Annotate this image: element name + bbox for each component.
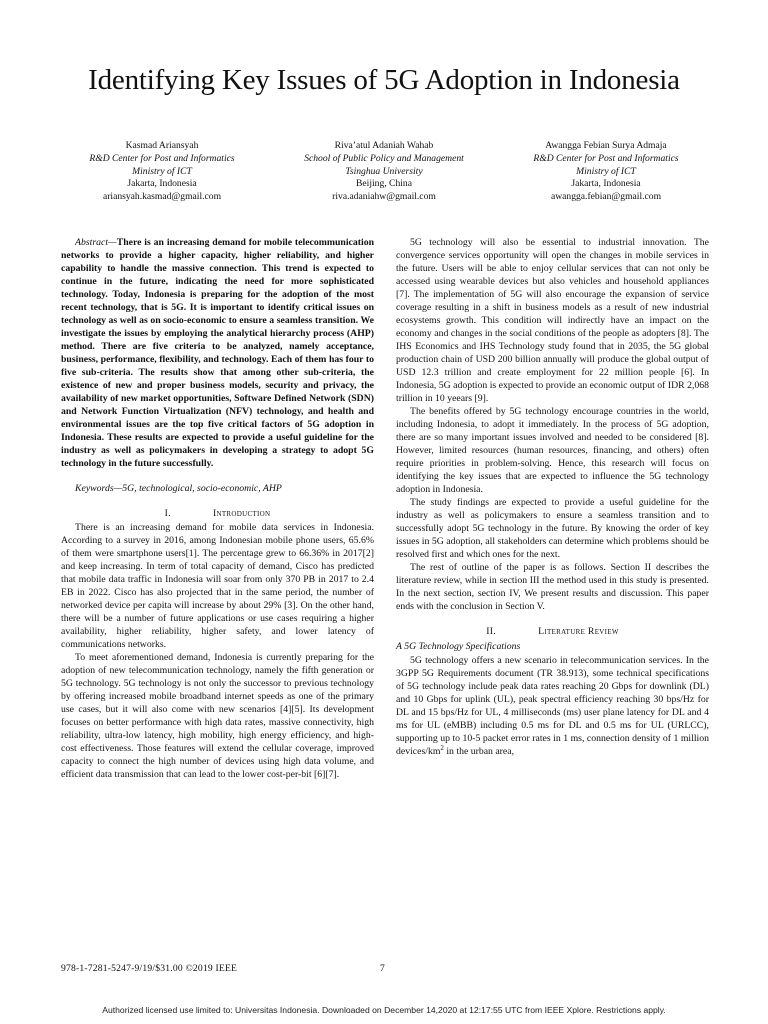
author-affiliation: R&D Center for Post and Informatics xyxy=(533,152,679,164)
author-org: Ministry of ICT xyxy=(576,165,636,177)
copyright-line: 978-1-7281-5247-9/19/$31.00 ©2019 IEEE xyxy=(61,963,238,974)
section-heading-introduction xyxy=(61,507,374,520)
author-email: ariansyah.kasmad@gmail.com xyxy=(102,191,222,203)
left-column xyxy=(61,236,374,781)
author-affiliation: School of Public Policy and Management xyxy=(304,152,464,164)
paragraph: The benefits offered by 5G technology encourage countries in the world, including Indonesia, to adopt it immediately. In the process of 5G adoption, there are so many important issues involved and needed to be considered [8]. However, limited resources (human resources, financing, and others) often require priorities in problem-solving. Hence, this research will focus on identifying the key issues that are expected to influence the 5G technology adoption in Indonesia. xyxy=(396,406,709,495)
section-title: Introduction xyxy=(212,508,271,519)
author-block xyxy=(52,140,716,204)
paragraph: To meet aforementioned demand, Indonesia is currently preparing for the adoption of new telecommunication technology, namely the fifth generation or 5G technology. 5G technology is not only the successor to previous technology by offering increased mobile broadband internet speeds as one of the primary use cases, but it will also come with new scenarios [4][5]. Its development focuses on better performance with high data rates, massive connectivity, high reliability, ultra-low latency, high mobility, high energy efficiency, and high-cost effectiveness. Those features will extend the cellular coverage, improved capacity to connect the high number of devices using high data volume, and efficient data transmission that can lead to the lower cost-per-bit [6][7]. xyxy=(61,652,374,780)
section-heading-literature-review xyxy=(396,625,709,638)
author-city: Jakarta, Indonesia xyxy=(127,178,197,190)
author-org: Tsinghua University xyxy=(345,165,423,177)
license-notice: Authorized licensed use limited to: Universitas Indonesia. Downloaded on December 14,2020 at 12:17:55 UTC from IEEE Xplore. Restrictions apply. xyxy=(102,1005,666,1015)
superscript: 2 xyxy=(440,743,444,752)
author-org: Ministry of ICT xyxy=(132,165,192,177)
abstract-lead: Abstract xyxy=(75,237,109,248)
abstract-dash: — xyxy=(108,237,117,248)
author-name: Awangga Febian Surya Admaja xyxy=(545,140,667,151)
paragraph: The study findings are expected to provide a useful guideline for the industry as well as policymakers to ensure a seamless transition and to successfully adopt 5G technology in the future. By knowing the order of key issues in 5G adoption, all stakeholders can determine which problems should be resolved first and which ones for the next. xyxy=(396,497,709,560)
author-1 xyxy=(52,140,272,204)
paragraph-tail: in the urban area, xyxy=(443,746,515,757)
author-city: Beijing, China xyxy=(356,178,412,190)
author-name: Kasmad Ariansyah xyxy=(125,140,199,151)
author-email: riva.adaniahw@gmail.com xyxy=(332,191,436,203)
section-number: II. xyxy=(486,626,497,637)
author-3 xyxy=(496,140,716,204)
abstract xyxy=(61,236,374,470)
paper-title: Identifying Key Issues of 5G Adoption in Indonesia xyxy=(88,64,680,96)
paragraph xyxy=(396,654,709,758)
subsection-heading: A 5G Technology Specifications xyxy=(396,641,521,652)
paragraph: The rest of outline of the paper is as follows. Section II describes the literature review, while in section III the method used in this study is presented. In the next section, section IV, We present results and discussion. This paper ends with the conclusion in Section V. xyxy=(396,562,709,612)
paragraph: 5G technology will also be essential to industrial innovation. The convergence services opportunity will open the changes in mobile services in the future. Users will be able to enjoy cellular services that can not only be accessed using wearable devices but also vehicles and household appliances [7]. The implementation of 5G will also encourage the expansion of service coverage resulting in a shift in business models as a result of new industrial ecosystems growth. This condition will indirectly have an impact on the economy and changes in the social conditions of the people as adopters [8]. The IHS Economics and IHS Technology study found that in 2035, the 5G global production chain of USD 200 billion annually will produce the global output of USD 12.3 trillion and create employment for 22 million people [6]. In Indonesia, 5G adoption is expected to provide an economic output of IDR 2,068 trillion in 10 yeears [9]. xyxy=(396,237,710,404)
paragraph: There is an increasing demand for mobile data services in Indonesia. According to a survey in 2016, among Indonesian mobile phone users, 65.6% of them were smartphone users[1]. The percentage grew to 66.36% in 2017[2] and keep increasing. In term of total capacity of demand, Cisco has predicted that mobile data traffic in Indonesia will soar from only 370 PB in 2017 to 2.4 EB in 2022. Cisco has also projected that in the same period, the number of networked device per capita will increase by about 29% [3]. On the other hand, there will be a number of future applications or use cases requiring a higher availability, higher reliability, higher safety, and lower latency of communications networks. xyxy=(61,522,374,650)
author-email: awangga.febian@gmail.com xyxy=(550,191,662,203)
section-number: I. xyxy=(164,508,171,519)
paragraph-text: 5G technology offers a new scenario in telecommunication services. In the 3GPP 5G Requirements document (TR 38.913), some technical specifications of 5G technology include peak data rates reaching 20 Gbps for downlink (DL) and 10 Gbps for uplink (UL), peak spectral efficiency reaching 30 bps/Hz for DL and 15 bps/Hz for UL, 4 milliseconds (ms) user plane latency for DL and 4 ms for UL (eMBB) including 0.5 ms for DL and 0.5 ms for UL (URLCC), supporting up to 10-5 packet error rates in 1 ms, connection density of 1 million devices/km xyxy=(396,655,709,757)
author-name: Riva’atul Adaniah Wahab xyxy=(334,140,434,151)
abstract-body: There is an increasing demand for mobile telecommunication networks to provide a higher capacity, higher reliability, and higher capability to handle the massive connection. This trend is expected to continue in the future, indicating the need for more sophisticated technology. Today, Indonesia is preparing for the adoption of the most recent technology, that is 5G. It is important to identify critical issues on technology as well as on socio-economic to ensure a seamless transition. We investigate the issues by employing the analytical hierarchy process (AHP) method. There are five criteria to be analyzed, namely acceptance, business, performance, flexibility, and technology. Each of them has four to five sub-criteria. The results show that among other sub-criteria, the existence of new and proper business models, security and privacy, the availability of new market opportunities, Software Defined Network (SDN) and Network Function Virtualization (NFV) technology, and health and environmental issues are the top five critical factors of 5G adoption in Indonesia. These results are expected to provide a useful guideline for the industry as well as policymakers in developing a strategy to adopt 5G technology in the future successfully. xyxy=(61,237,374,469)
right-column xyxy=(396,236,709,758)
keywords: Keywords—5G, technological, socio-economic, AHP xyxy=(75,483,282,494)
page-number: 7 xyxy=(380,963,385,974)
author-city: Jakarta, Indonesia xyxy=(571,178,641,190)
section-title: Literature Review xyxy=(538,626,619,637)
author-affiliation: R&D Center for Post and Informatics xyxy=(89,152,235,164)
author-2 xyxy=(274,140,494,204)
